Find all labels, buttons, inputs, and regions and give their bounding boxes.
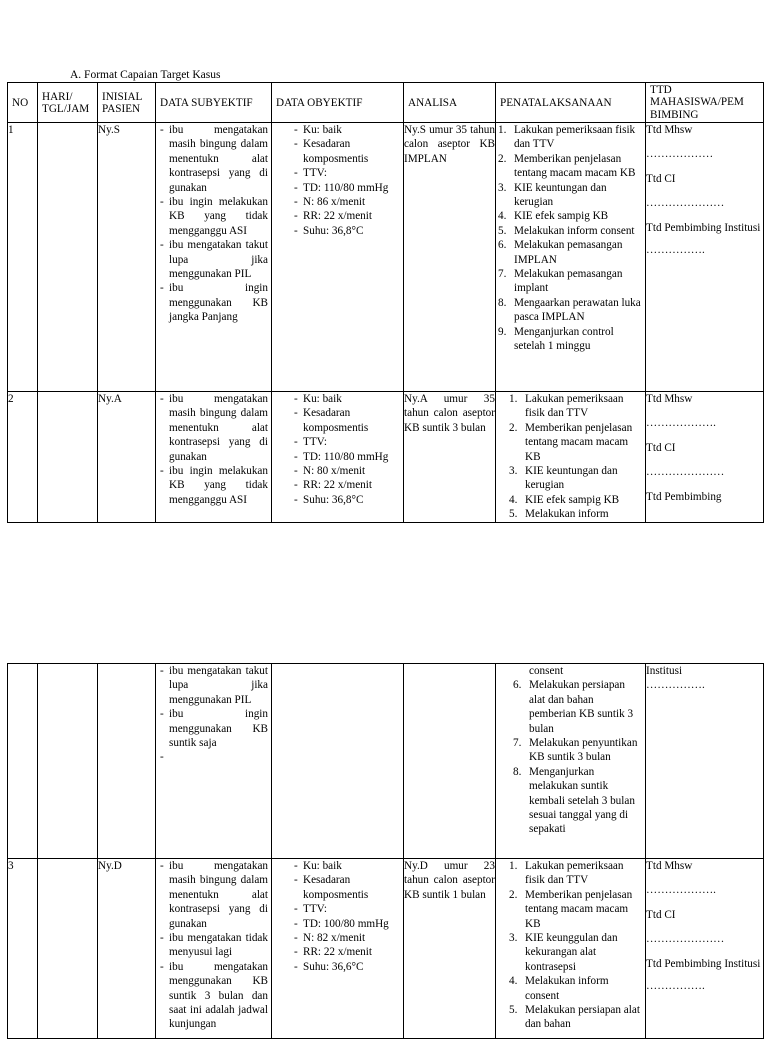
list-item: - Suhu: 36,8°C	[294, 493, 400, 507]
signature-line: …………….	[646, 980, 705, 993]
list-item: - ibu mengatakan takut lupa jika menggunakan PIL	[160, 238, 268, 281]
signature-line: …………………	[646, 466, 725, 479]
list-item: - Suhu: 36,6°C	[294, 960, 400, 974]
list-item: - Kesadaran komposmentis	[294, 873, 400, 902]
signature-ci-label: Ttd CI	[646, 172, 676, 185]
row-number: 3	[8, 859, 38, 1039]
list-item: 3. KIE keuntungan dan kerugian	[509, 464, 642, 493]
col-header-date: HARI/ TGL/JAM	[38, 83, 98, 123]
signature-student-label: Ttd Mhsw	[646, 124, 693, 136]
col-header-subjective: DATA SUBYEKTIF	[156, 83, 272, 123]
list-item: 7. Melakukan penyuntikan KB suntik 3 bulan	[513, 736, 642, 765]
list-item: 6. Melakukan persiapan alat dan bahan pemberian KB suntik 3 bulan	[513, 678, 642, 736]
list-item: - RR: 22 x/menit	[294, 209, 400, 223]
list-item: - Suhu: 36,8°C	[294, 224, 400, 238]
list-item: 4. KIE efek sampig KB	[498, 209, 642, 223]
table-row	[8, 392, 764, 523]
list-item: - N: 86 x/menit	[294, 195, 400, 209]
list-item: - TTV:	[294, 435, 400, 449]
list-item: 8. Menganjurkan melakukan suntik kembali setelah 3 bulan sesuai tanggal yang di sepakati	[513, 765, 642, 837]
list-item: - ibu mengatakan masih bingung dalam menentukn alat kontrasepsi yang di gunakan	[160, 123, 268, 195]
row-number: 1	[8, 123, 38, 392]
objective-data	[272, 859, 404, 1039]
list-item: - Ku: baik	[294, 123, 400, 137]
list-item: - TTV:	[294, 902, 400, 916]
list-item: 6. Melakukan pemasangan IMPLAN	[498, 238, 642, 267]
list-item: 5. Melakukan persiapan alat dan bahan	[509, 1003, 642, 1032]
list-item: - ibu mengatakan masih bingung dalam menentukn alat kontrasepsi yang di gunakan	[160, 392, 268, 464]
signature-line: …………….	[646, 244, 705, 257]
list-item: 4. KIE efek sampig KB	[509, 493, 642, 507]
plan-list	[496, 123, 646, 392]
list-item: - TD: 110/80 mmHg	[294, 181, 400, 195]
list-item: - Ku: baik	[294, 859, 400, 873]
list-item: - ibu ingin melakukan KB yang tidak mengganggu ASI	[160, 195, 268, 238]
list-item: 9. Menganjurkan control setelah 1 minggu	[498, 325, 642, 354]
patient-initial: Ny.D	[98, 859, 156, 1039]
list-item: 1. Lakukan pemeriksaan fisik dan TTV	[509, 392, 642, 421]
list-item: 1. Lakukan pemeriksaan fisik dan TTV	[509, 859, 642, 888]
signature-line: ……………….	[646, 417, 716, 430]
signature-supervisor-label: Ttd Pembimbing Institusi	[646, 221, 761, 234]
signature-supervisor-label: Ttd Pembimbing	[646, 490, 722, 503]
signature-block	[646, 123, 764, 392]
signature-ci-label: Ttd CI	[646, 441, 676, 454]
list-item: 5. Melakukan inform consent	[498, 224, 642, 238]
signature-line: ………………	[646, 148, 714, 161]
list-item: - N: 82 x/menit	[294, 931, 400, 945]
table-row	[8, 859, 764, 1039]
list-item: - TD: 100/80 mmHg	[294, 917, 400, 931]
signature-line: …………………	[646, 933, 725, 946]
subjective-data	[156, 123, 272, 392]
list-item: 8. Mengaarkan perawatan luka pasca IMPLAN	[498, 296, 642, 325]
list-item: - ibu mengatakan masih bingung dalam menentukn alat kontrasepsi yang di gunakan	[160, 859, 268, 931]
signature-student-label: Ttd Mhsw	[646, 860, 693, 872]
list-item: - Ku: baik	[294, 392, 400, 406]
analysis-text: Ny.A umur 35 tahun calon aseptor KB suntik 3 bulan	[404, 392, 496, 523]
table-header-row	[8, 83, 764, 123]
signature-block	[646, 392, 764, 523]
list-item: 2. Memberikan penjelasan tentang macam macam KB	[509, 888, 642, 931]
col-header-signature: TTD MAHASISWA/PEM BIMBING	[646, 83, 764, 123]
signature-ci-label: Ttd CI	[646, 908, 676, 921]
list-item: - Kesadaran komposmentis	[294, 137, 400, 166]
col-header-initial: INISIAL PASIEN	[98, 83, 156, 123]
list-item: - ibu ingin menggunakan KB jangka Panjang	[160, 281, 268, 324]
subjective-data	[156, 664, 272, 859]
list-item: - Kesadaran komposmentis	[294, 406, 400, 435]
list-item: - ibu ingin menggunakan KB suntik saja	[160, 707, 268, 750]
row-date	[38, 664, 98, 859]
patient-initial: Ny.A	[98, 392, 156, 523]
signature-block	[646, 859, 764, 1039]
section-title: A. Format Capaian Target Kasus	[70, 69, 221, 81]
list-item: - ibu ingin melakukan KB yang tidak mengganggu ASI	[160, 464, 268, 507]
objective-data	[272, 392, 404, 523]
row-date	[38, 392, 98, 523]
row-date	[38, 859, 98, 1039]
col-header-no: NO	[8, 83, 38, 123]
objective-data	[272, 664, 404, 859]
patient-initial: Ny.S	[98, 123, 156, 392]
signature-student-label: Ttd Mhsw	[646, 393, 693, 405]
list-item: 2. Memberikan penjelasan tentang macam macam KB	[509, 421, 642, 464]
col-header-plan: PENATALAKSANAAN	[496, 83, 646, 123]
case-table-part1	[7, 82, 764, 523]
case-table-part2	[7, 663, 764, 1039]
analysis-text: Ny.S umur 35 tahun calon aseptor KB IMPLAN	[404, 123, 496, 392]
signature-supervisor-label: Institusi	[646, 665, 683, 677]
list-item: - ibu mengatakan takut lupa jika menggunakan PIL	[160, 664, 268, 707]
list-item: - RR: 22 x/menit	[294, 945, 400, 959]
list-item: 7. Melakukan pemasangan implant	[498, 267, 642, 296]
list-item: - ibu mengatakan tidak menyusui lagi	[160, 931, 268, 960]
subjective-data	[156, 859, 272, 1039]
list-item: - RR: 22 x/menit	[294, 478, 400, 492]
list-item: - ibu mengatakan menggunakan KB suntik 3 bulan dan saat ini adalah jadwal kunjungan	[160, 960, 268, 1032]
row-number: 2	[8, 392, 38, 523]
row-number	[8, 664, 38, 859]
plan-list	[496, 392, 646, 523]
list-item: 2. Memberikan penjelasan tentang macam macam KB	[498, 152, 642, 181]
signature-block	[646, 664, 764, 859]
signature-line: …………………	[646, 197, 725, 210]
list-item: 3. KIE keuntungan dan kerugian	[498, 181, 642, 210]
list-item: 4. Melakukan inform consent	[509, 974, 642, 1003]
list-item: 3. KIE keunggulan dan kekurangan alat kontrasepsi	[509, 931, 642, 974]
signature-supervisor-label: Ttd Pembimbing Institusi	[646, 957, 761, 970]
signature-line: ……………….	[646, 884, 716, 897]
patient-initial	[98, 664, 156, 859]
list-item: 1. Lakukan pemeriksaan fisik dan TTV	[498, 123, 642, 152]
table-row	[8, 123, 764, 392]
list-item: - N: 80 x/menit	[294, 464, 400, 478]
list-item: 5. Melakukan inform	[509, 507, 642, 521]
list-item: - TD: 110/80 mmHg	[294, 450, 400, 464]
list-item: consent	[529, 665, 564, 677]
list-item: - TTV:	[294, 166, 400, 180]
objective-data	[272, 123, 404, 392]
plan-list	[496, 859, 646, 1039]
signature-line: …………….	[646, 679, 705, 692]
plan-list	[496, 664, 646, 859]
analysis-text: Ny.D umur 23 tahun calon aseptor KB suntik 1 bulan	[404, 859, 496, 1039]
subjective-data	[156, 392, 272, 523]
table-row	[8, 664, 764, 859]
row-date	[38, 123, 98, 392]
col-header-objective: DATA OBYEKTIF	[272, 83, 404, 123]
col-header-analysis: ANALISA	[404, 83, 496, 123]
analysis-text	[404, 664, 496, 859]
